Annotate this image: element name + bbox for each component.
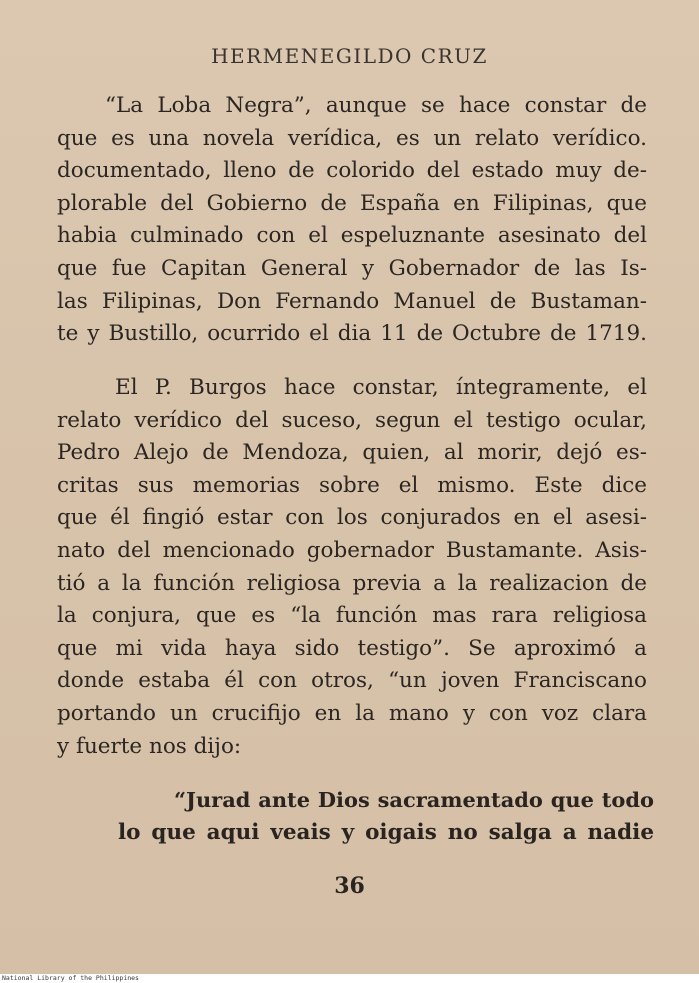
text-line: habia culminado con el espeluznante asesinato del: [57, 223, 647, 249]
paragraph-1: [57, 90, 647, 351]
text-line: portando un crucifijo en la mano y con voz clara: [57, 700, 647, 726]
text-line: plorable del Gobierno de España en Filipinas, que: [57, 190, 647, 216]
paragraph-2: [57, 372, 647, 763]
text-line: critas sus memorias sobre el mismo. Este dice: [57, 472, 647, 498]
text-line: “La Loba Negra”, aunque se hace constar de: [105, 93, 647, 118]
page-number: 36: [334, 873, 365, 899]
text-line: tió a la función religiosa previa a la realizacion de: [57, 570, 647, 596]
text-line: nato del mencionado gobernador Bustamante. Asis-: [57, 537, 647, 563]
text-line: que mi vida haya sido testigo”. Se aproximó a: [57, 635, 647, 661]
running-head: HERMENEGILDO CRUZ: [211, 44, 488, 68]
quote-line: “Jurad ante Dios sacramentado que todo: [174, 787, 654, 812]
quote-line: lo que aqui veais y oigais no salga a nadie: [118, 819, 654, 845]
block-quote: [118, 784, 654, 849]
text-line: documentado, lleno de colorido del estado muy de-: [57, 158, 647, 184]
text-line: relato verídico del suceso, segun el testigo ocular,: [57, 407, 647, 433]
text-line: El P. Burgos hace constar, íntegramente, el: [115, 375, 647, 400]
text-line: y fuerte nos dijo:: [57, 733, 242, 759]
text-line: que es una novela verídica, es un relato verídico.: [57, 125, 647, 151]
text-line: donde estaba él con otros, “un joven Franciscano: [57, 668, 647, 694]
footer-credit: National Library of the Philippines: [2, 974, 139, 982]
text-line: te y Bustillo, ocurrido el dia 11 de Octubre de 1719.: [57, 321, 647, 347]
text-line: que él fingió estar con los conjurados en el asesi-: [57, 505, 647, 531]
text-line: las Filipinas, Don Fernando Manuel de Bustaman-: [57, 288, 647, 314]
text-line: que fue Capitan General y Gobernador de las Is-: [57, 255, 647, 281]
text-line: la conjura, que es “la función mas rara religiosa: [57, 603, 647, 629]
text-line: Pedro Alejo de Mendoza, quien, al morir, dejó es-: [57, 440, 647, 466]
